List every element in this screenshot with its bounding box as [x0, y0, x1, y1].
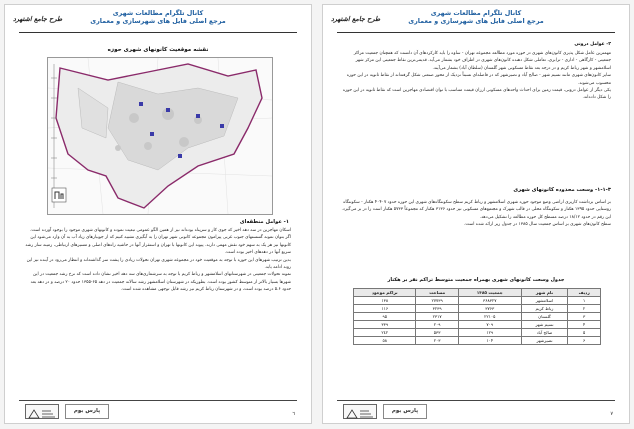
table-cell: نصیرشهر — [521, 337, 568, 345]
pars-boom-logo: پارس بوم — [383, 404, 427, 419]
table-cell: ٣٢٣٩ — [416, 305, 458, 313]
urban-centers-table — [353, 288, 601, 345]
header-signature: طرح جامع اشتهرد — [331, 15, 381, 23]
map-title: نقشه موقعیت کانونهای شهری حوزه — [107, 47, 209, 53]
paragraph: یکی دیگر از عوامل درونی، قیمت زمین برای احداث واحدهای مسکونی ارزان قیمت متناسب با توان اقتصادی مهاجرین است که نقاط ثانویه در این حوزه را شکل داده‌اند. — [342, 88, 611, 101]
paragraph: سایر کانون‌های شهری مانند نسیم شهر - صالح آباد و نصیرشهر که در فاصله‌ای نسبتاً نزدیک از محور صنعتی شکل گرفته‌اند از نقاط ثانویه در این حوزه محسوب می‌شوند. — [346, 73, 611, 86]
paragraph: بدین ترتیب شهرهای این حوزه با توجه به موقعیت خود در مجموعه شهری تهران تحولات زیادی را پشت سر گذاشته‌اند و انتظار می‌رود در آینده نیز این روند ادامه یابد. — [26, 257, 291, 271]
header-divider — [337, 32, 615, 33]
paragraph: سطح کانون‌های شهری بر اساس جمعیت سال ١٣٨۵ در جدول زیر ارائه شده است. — [464, 222, 611, 228]
right-page-text-mid — [341, 199, 611, 229]
section-heading-internal-factors: ٢- عوامل درونی — [574, 42, 611, 47]
paragraph: بر اساس برداشت کاربری اراضی وضع موجود حوزه شهری اسلامشهر و رباط کریم سطح سکونتگاه‌های شهری این حوزه حدود ۴٠۴٠٧ هکتار - سکونتگاه روستایی حدود ١٣٩۵ هکتار و سکونتگاه محلی در قالب شهرک و مجتمع‌های مسکونی نیز حدود ٣١٣۶ هکتار که مجموعاً ۵٧٣٣ هکتار است را در بر می‌گیرد. این رقم در حدود ١٨/١٢ درصد مسطح کل حوزه مطالعه را تشکیل می‌دهد. — [341, 200, 611, 220]
table-cell: ٥٨ — [354, 337, 416, 345]
consultant-logo-icon — [343, 404, 377, 419]
paragraph: اسکان مهاجرین در سه دهه اخیر که جوی کار و سرپناه بوده‌اند نیز از همین الگو عمومی تبعیت نموده و کانونهای شهری موجود را بوجود آورده است. — [30, 228, 291, 233]
table-row — [354, 305, 601, 313]
document-page-right — [322, 4, 630, 424]
pars-boom-logo: پارس بوم — [65, 404, 109, 419]
table-cell: اسلامشهر — [521, 297, 568, 305]
table-cell: ٩۵ — [354, 313, 416, 321]
table-cell: صالح آباد — [521, 329, 568, 337]
location-map — [47, 57, 273, 215]
right-page-text-top — [341, 50, 611, 102]
header-signature: طرح جامع اشتهرد — [13, 15, 63, 23]
table-cell: ٣ — [568, 313, 601, 321]
header-line-2: مرجع اصلی فایل های شهرسازی و معماری — [408, 17, 544, 25]
consultant-logo-icon — [25, 404, 59, 419]
header-line-1: کانال تلگرام مطالعات شهری — [112, 9, 204, 17]
table-cell: ٢٣١٧ — [416, 313, 458, 321]
column-header: تراکم موجود — [354, 289, 416, 297]
table-cell: ٣۶٨٣٢٧ — [458, 297, 521, 305]
table-cell: ٣٧۶٣ — [458, 305, 521, 313]
table-cell: گلستان — [521, 313, 568, 321]
table-title: جدول وسعت کانونهای شهری بهمراه جمعیت متوسط تراکم نفر بر هکتار — [387, 277, 565, 283]
table-row — [354, 337, 601, 345]
table-cell: ٢٠٣ — [416, 337, 458, 345]
table-cell: ١١۶ — [354, 305, 416, 313]
table-cell: ١٣٨ — [354, 297, 416, 305]
page-number: ٧ — [610, 411, 613, 417]
table-cell: ٢٧٧٣٩ — [416, 297, 458, 305]
table-cell: ٢٢١٠۵ — [458, 313, 521, 321]
page-number: ٦ — [292, 411, 295, 417]
table-cell: ۵ — [568, 329, 601, 337]
paragraph: اگر بتوان نمونه گسستهای جنوب غربی پیرامون مجموعه کانونی شهر تهران را به آبگیری تشبیه کنیم که از جویبارهای زیاد آب به آن وارد می‌شود این کانونها نیز هر یک به سهم خود نقش مهمی دارند. پیوند این کانونها با تهران و استقرار آنها در حاشیه راه‌های اصلی و مسیرهای ارتباطی، زمینه ساز رشد سریع آنها در دهه‌های اخیر بوده است. — [25, 235, 291, 256]
table-cell: نسیم شهر — [521, 321, 568, 329]
table-cell: ٢٤٢ — [354, 329, 416, 337]
table-cell: ١٠۴ — [458, 337, 521, 345]
table-cell: ٢ — [568, 305, 601, 313]
table-cell: ۶ — [568, 337, 601, 345]
footer-divider — [337, 400, 615, 401]
table-row — [354, 297, 601, 305]
paragraph: مهمترین عامل شکل پذیری کانون‌های شهری در حوزه مورد مطالعه مجموعه تهران - ساوه را باید کارکردهای آن دانست که همچنان جمعیت مراکز جمعیتی - کارگاهی - اداری - ترابری، تعاملی شکل دهنده کانون‌های شهری در اطراف خود بشمار می‌آید. قدیمی‌ترین نقاط جمعیتی این مرکز شهر اسلامشهر و شهر رباط کریم و در درجه بعد نقاط مسکونی شهر گلستان (سلطان آباد) بشمار می‌آیند. — [353, 51, 611, 71]
column-header: نام شهر — [521, 289, 568, 297]
column-header: مساحت — [416, 289, 458, 297]
document-page-left — [4, 4, 312, 424]
table-cell: رباط کریم — [521, 305, 568, 313]
table-cell: ١٢٩ — [458, 329, 521, 337]
header-line-1: کانال تلگرام مطالعات شهری — [430, 9, 522, 17]
table-header-row — [354, 289, 601, 297]
paragraph: نمونه تحولات جمعیتی در شهرستانهای اسلامشهر و رباط کریم با توجه به سرشماری‌های سه دهه اخیر نشان داده است که نرخ رشد جمعیت در این شهرها بسیار بالاتر از متوسط کشور بوده است. بطوریکه در شهرستان اسلامشهر رشد سالانه جمعیت در دهه ۶۵-۱۳۵۵ حدود ۲۰ درصد و در دهه بعد حدود ۵.۶ درصد بوده است، و در شهرستان رباط کریم نیز رشد قابل توجهی مشاهده شده است. — [30, 272, 291, 293]
subsection-heading-urban-area: ٣-١-١- وسعت محدوده کانونهای شهری — [513, 187, 611, 193]
table-row — [354, 329, 601, 337]
footer-divider — [19, 400, 297, 401]
table-cell: ٧٠٩ — [458, 321, 521, 329]
map-graphic — [48, 58, 272, 214]
table-cell: ٣٣٩ — [354, 321, 416, 329]
column-header: ردیف — [568, 289, 601, 297]
column-header: جمعیت ١٣٨۵ — [458, 289, 521, 297]
table-row — [354, 321, 601, 329]
table-cell: ۵٣٣ — [416, 329, 458, 337]
table-cell: ۴ — [568, 321, 601, 329]
header-line-2: مرجع اصلی فایل های شهرسازی و معماری — [90, 17, 226, 25]
table-cell: ١ — [568, 297, 601, 305]
table-cell: ٢٠٩ — [416, 321, 458, 329]
left-page-text — [23, 227, 291, 294]
header-divider — [19, 32, 297, 33]
section-heading-regional-factors: ١- عوامل منطقه‌ای — [239, 219, 289, 225]
table-row — [354, 313, 601, 321]
